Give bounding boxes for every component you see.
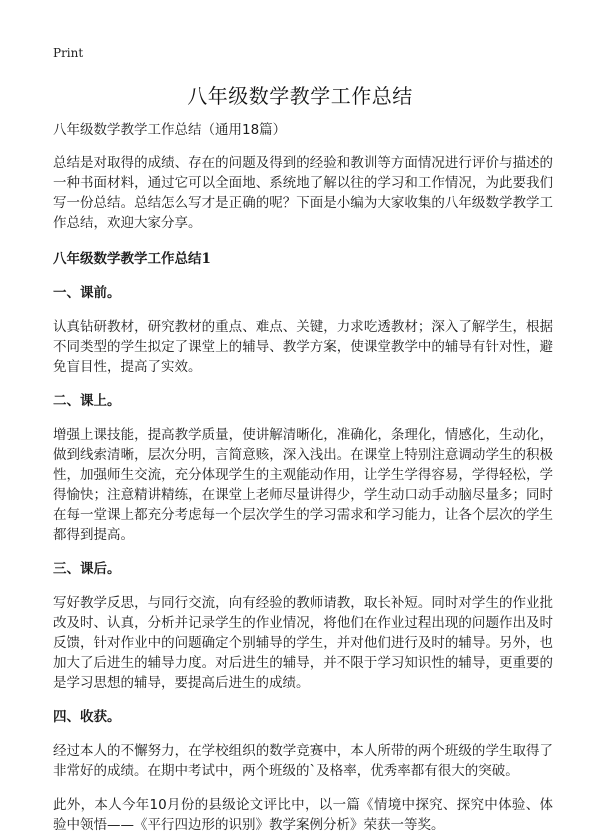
section-heading-before-class: 一、课前。 [53, 285, 121, 301]
print-link[interactable]: Print [53, 46, 84, 60]
section-heading-after-class: 三、课后。 [53, 561, 121, 577]
section-body-before-class: 认真钻研教材，研究教材的重点、难点、关键，力求吃透教材；深入了解学生，根据不同类型的学生拟定了课堂上的辅导、教学方案，使课堂教学中的辅导有针对性，避免盲目性，提高了实效。 [53, 319, 553, 375]
section-body-gains: 经过本人的不懈努力，在学校组织的数学竞赛中，本人所带的两个班级的学生取得了非常好的成绩。在期中考试中，两个班级的`及格率，优秀率都有很大的突破。 [53, 743, 553, 779]
document-subtitle: 八年级数学教学工作总结（通用18篇） [53, 122, 287, 138]
section-heading-in-class: 二、课上。 [53, 393, 121, 409]
section-body-in-class: 增强上课技能，提高教学质量，使讲解清晰化，准确化，条理化，情感化，生动化，做到线索清晰，层次分明，言简意赅，深入浅出。在课堂上特别注意调动学生的积极性，加强师生交流，充分体现学生的主观能动作用，让学生学得容易，学得轻松，学得愉快；注意精讲精练，在课堂上老师尽量讲得少，学生动口动手动脑尽量多；同时在每一堂课上都充分考虑每一个层次学生的学习需求和学习能力，让各个层次的学生都得到提高。 [53, 427, 553, 543]
document-title: 八年级数学教学工作总结 [187, 84, 413, 108]
document-body [53, 120, 553, 835]
article-heading: 八年级数学教学工作总结1 [53, 251, 211, 267]
section-heading-gains: 四、收获。 [53, 709, 121, 725]
section-body-after-class: 写好教学反思，与同行交流，向有经验的教师请教，取长补短。同时对学生的作业批改及时、认真，分析并记录学生的作业情况，将他们在作业过程出现的问题作出及时反馈，针对作业中的问题确定个别辅导的学生，并对他们进行及时的辅导。另外，也加大了后进生的辅导力度。对后进生的辅导，并不限于学习知识性的辅导，更重要的是学习思想的辅导，要提高后进生的成绩。 [53, 595, 553, 691]
intro-paragraph: 总结是对取得的成绩、存在的问题及得到的经验和教训等方面情况进行评价与描述的一种书面材料，通过它可以全面地、系统地了解以往的学习和工作情况，为此要我们写一份总结。总结怎么写才是正确的呢？下面是小编为大家收集的八年级数学教学工作总结，欢迎大家分享。 [53, 155, 553, 231]
section-body-gains-2: 此外，本人今年10月份的县级论文评比中，以一篇《情境中探究、探究中体验、体验中领悟——《平行四边形的识别》教学案例分析》荣获一等奖。 [53, 797, 553, 833]
